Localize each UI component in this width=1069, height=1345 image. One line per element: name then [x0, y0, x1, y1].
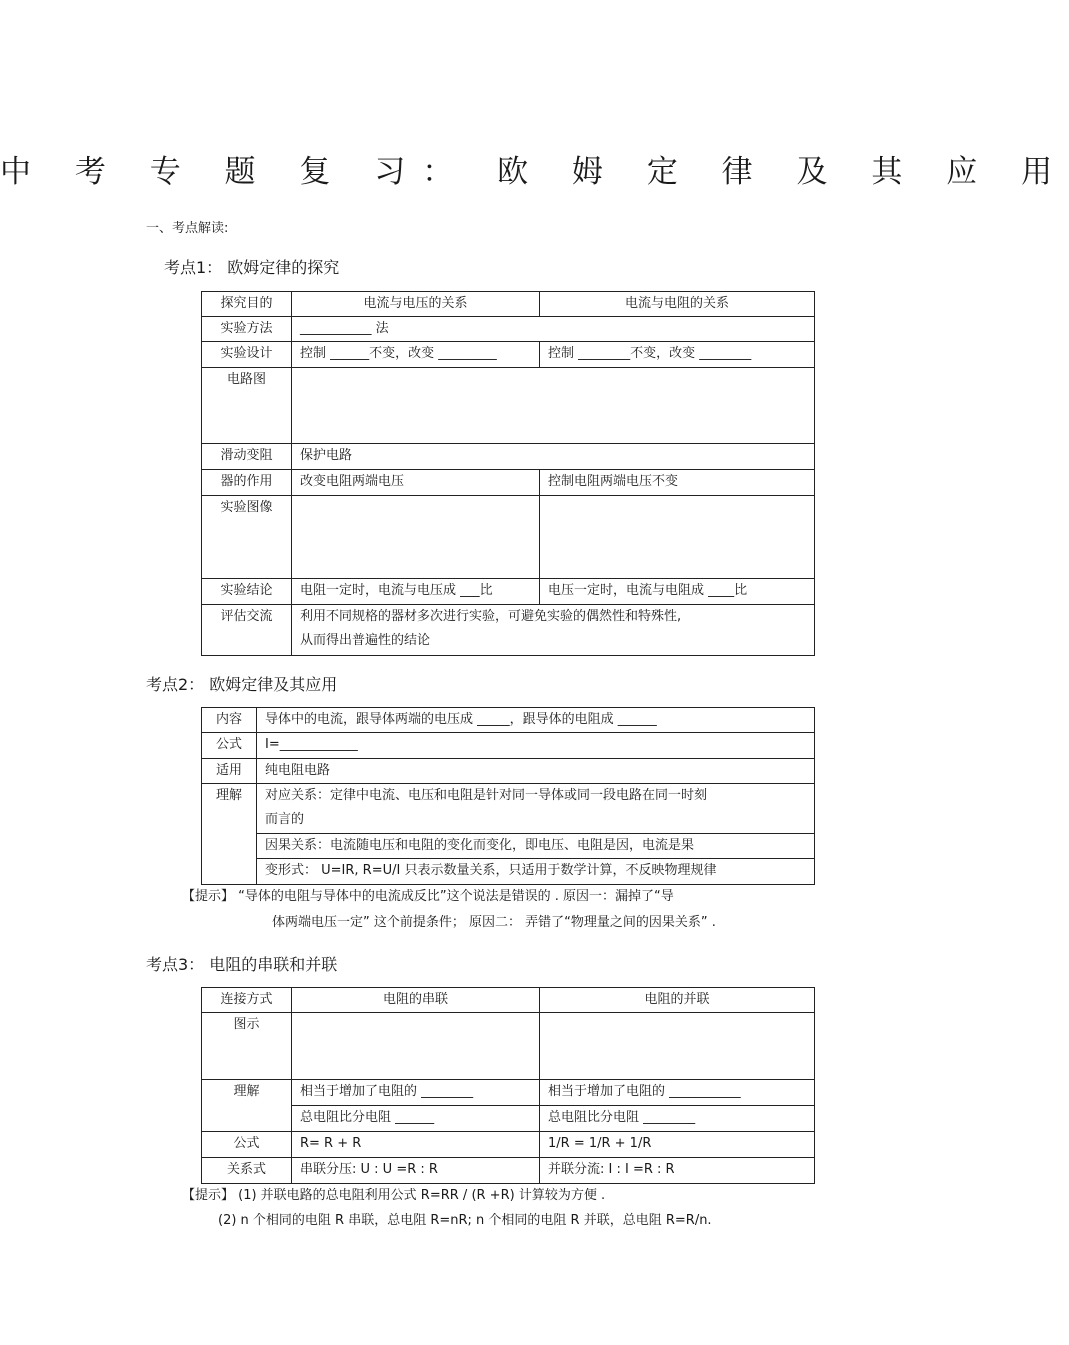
circuit-diagram-area — [292, 368, 815, 444]
table-row — [202, 1158, 815, 1184]
k2-heading: 考点2： 欧姆定律及其应用 — [146, 675, 338, 694]
k2-tip-line-1: 【提示】 “导体的电阻与导体中的电流成反比”这个说法是错误的 . 原因一：漏掉了“导 — [182, 889, 674, 904]
cell-header: 电阻的串联 — [292, 988, 540, 1013]
k3-tip-line-1: 【提示】 (1) 并联电路的总电阻利用公式 R=RR / (R +R) 计算较为方便 . — [182, 1188, 606, 1203]
table-row — [202, 1132, 815, 1158]
page-title: 中 考 专 题 复 习： 欧 姆 定 律 及 其 应 用 — [0, 154, 1069, 190]
cell-label: 器的作用 — [202, 470, 292, 496]
cell-value: 并联分流: I : I =R : R — [540, 1158, 815, 1184]
cell-label: 图示 — [202, 1013, 292, 1080]
cell-label: 公式 — [202, 1132, 292, 1158]
graph-area — [292, 496, 540, 579]
cell-value: 总电阻比分电阻 ______ — [292, 1106, 540, 1132]
cell-header: 电阻的并联 — [540, 988, 815, 1013]
cell-label: 公式 — [202, 733, 257, 759]
cell-label: 实验图像 — [202, 496, 292, 579]
cell-value: 因果关系：电流随电压和电阻的变化而变化，即电压、电阻是因，电流是果 — [257, 834, 815, 859]
k1-table — [201, 291, 815, 656]
cell-value: 串联分压: U : U =R : R — [292, 1158, 540, 1184]
cell-label: 电路图 — [202, 368, 292, 444]
table-row — [202, 444, 815, 470]
k3-table — [201, 987, 815, 1184]
cell-header: 电流与电压的关系 — [292, 292, 540, 317]
cell-value: 控制 ________不变，改变 ________ — [540, 342, 815, 368]
cell-value: I=____________ — [257, 733, 815, 759]
table-row — [202, 292, 815, 317]
cell-value: 相当于增加了电阻的 ___________ — [540, 1080, 815, 1106]
cell-value: 导体中的电流，跟导体两端的电压成 _____，跟导体的电阻成 ______ — [257, 708, 815, 733]
table-row — [202, 605, 815, 656]
table-row — [202, 708, 815, 733]
cell-line: 从而得出普遍性的结论 — [300, 633, 431, 648]
cell-label: 连接方式 — [202, 988, 292, 1013]
cell-value: 改变电阻两端电压 — [292, 470, 540, 496]
table-row — [202, 1013, 815, 1080]
section-intro: 一、考点解读: — [146, 221, 229, 236]
cell-value: R= R + R — [292, 1132, 540, 1158]
table-row — [202, 342, 815, 368]
cell-value: 变形式： U=IR, R=U/I 只表示数量关系，只适用于数学计算，不反映物理规律 — [257, 859, 815, 885]
cell-label: 内容 — [202, 708, 257, 733]
k3-tip-line-2: (2) n 个相同的电阻 R 串联，总电阻 R=nR; n 个相同的电阻 R 并联，总电阻 R=R/n. — [218, 1213, 712, 1228]
cell-label: 理解 — [202, 1080, 292, 1132]
cell-label: 滑动变阻 — [202, 444, 292, 470]
table-row — [202, 470, 815, 496]
k3-heading: 考点3： 电阻的串联和并联 — [146, 955, 338, 974]
cell-value: 电阻一定时，电流与电压成 ___比 — [292, 579, 540, 605]
cell-label: 实验方法 — [202, 317, 292, 342]
k2-tip-line-2: 体两端电压一定” 这个前提条件； 原因二： 弄错了“物理量之间的因果关系” . — [272, 915, 716, 930]
cell-value: 控制 ______不变，改变 _________ — [292, 342, 540, 368]
diagram-area — [540, 1013, 815, 1080]
cell-line: 对应关系：定律中电流、电压和电阻是针对同一导体或同一段电路在同一时刻 — [265, 788, 708, 803]
table-row — [202, 759, 815, 784]
cell-value: 总电阻比分电阻 ________ — [540, 1106, 815, 1132]
cell-line: 而言的 — [265, 812, 305, 827]
table-row — [202, 988, 815, 1013]
diagram-area — [292, 1013, 540, 1080]
cell-value: 控制电阻两端电压不变 — [540, 470, 815, 496]
cell-label: 实验结论 — [202, 579, 292, 605]
table-row — [202, 1080, 815, 1106]
graph-area — [540, 496, 815, 579]
cell-label: 关系式 — [202, 1158, 292, 1184]
cell-value: 保护电路 — [292, 444, 815, 470]
cell-label: 理解 — [202, 784, 257, 885]
cell-label: 探究目的 — [202, 292, 292, 317]
cell-value: 纯电阻电路 — [257, 759, 815, 784]
cell-value: 1/R = 1/R + 1/R — [540, 1132, 815, 1158]
k1-heading: 考点1： 欧姆定律的探究 — [164, 258, 340, 277]
cell-value: 相当于增加了电阻的 ________ — [292, 1080, 540, 1106]
table-row — [202, 859, 815, 885]
cell-label: 适用 — [202, 759, 257, 784]
table-row — [202, 1106, 815, 1132]
cell-value — [257, 784, 815, 834]
cell-label: 实验设计 — [202, 342, 292, 368]
table-row — [202, 368, 815, 444]
cell-line: 利用不同规格的器材多次进行实验，可避免实验的偶然性和特殊性, — [300, 609, 682, 624]
k2-table — [201, 707, 815, 885]
table-row — [202, 733, 815, 759]
cell-label: 评估交流 — [202, 605, 292, 656]
table-row — [202, 784, 815, 834]
cell-header: 电流与电阻的关系 — [540, 292, 815, 317]
table-row — [202, 834, 815, 859]
table-row — [202, 579, 815, 605]
table-row — [202, 317, 815, 342]
cell-value: 电压一定时，电流与电阻成 ____比 — [540, 579, 815, 605]
cell-value — [292, 605, 815, 656]
table-row — [202, 496, 815, 579]
cell-value: ___________ 法 — [292, 317, 815, 342]
